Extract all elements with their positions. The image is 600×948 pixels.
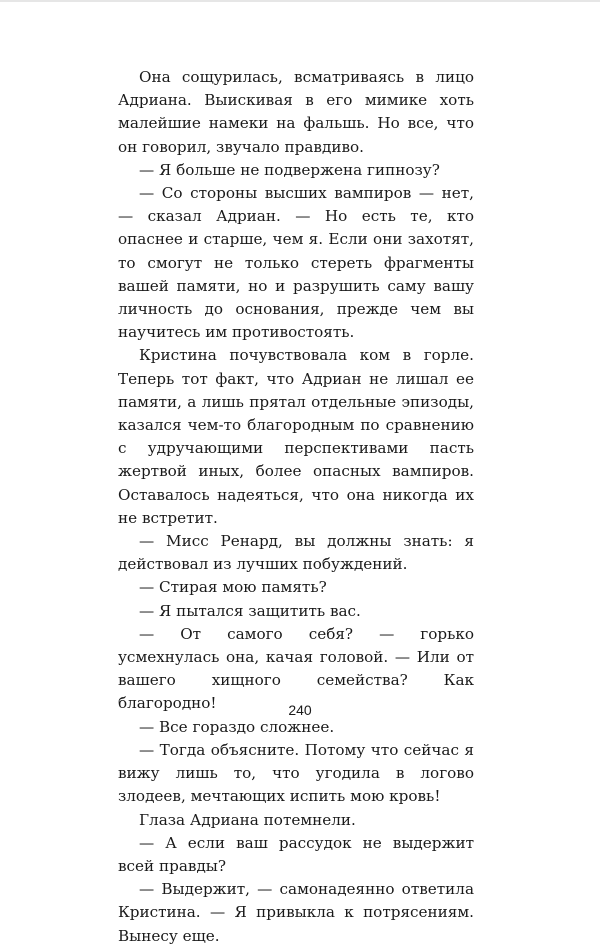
paragraph-12: — А если ваш рассудок не выдержит всей правды? [118, 833, 474, 875]
paragraph-9: — Все гораздо сложнее. [139, 717, 335, 736]
paragraph-2: — Я больше не подвержена гипнозу? [139, 160, 440, 179]
page-number: 240 [288, 702, 312, 718]
paragraph-10: — Тогда объясните. Потому что сейчас я вижу лишь то, что угодила в логово злодеев, мечтающих испить мою кровь! [118, 740, 474, 806]
body-text [118, 66, 474, 948]
paragraph-3: — Со стороны высших вампиров — нет, — сказал Адриан. — Но есть те, кто опаснее и старше, чем я. Если они захотят, то смогут не только стереть фрагменты вашей памяти, но и разрушить саму вашу личность до основания, прежде чем вы научитесь им противостоять. [118, 184, 474, 342]
paragraph-13: — Выдержит, — самонадеянно ответила Кристина. — Я привыкла к потрясениям. Вынесу еще. [118, 880, 474, 945]
paragraph-7: — Я пытался защитить вас. [139, 601, 361, 620]
paragraph-6: — Стирая мою память? [139, 578, 327, 597]
paragraph-1: Она сощурилась, всматриваясь в лицо Адриана. Выискивая в его мимике хоть малейшие намеки на фальшь. Но все, что он говорил, звучало правдиво. [118, 68, 474, 156]
paragraph-5: — Мисс Ренард, вы должны знать: я действовал из лучших побуждений. [118, 532, 474, 574]
paragraph-11: Глаза Адриана потемнели. [139, 810, 356, 829]
top-edge-divider [0, 0, 600, 2]
paragraph-4: Кристина почувствовала ком в горле. Теперь тот факт, что Адриан не лишал ее памяти, а лишь прятал отдельные эпизоды, казался чем-то благородным по сравнению с удручающими перспективами пасть жертвой иных, более опасных вампиров. Оставалось надеяться, что она никогда их не встретит. [118, 346, 474, 527]
paragraph-8: — От самого себя? — горько усмехнулась она, качая головой. — Или от вашего хищного семейства? Как благородно! [118, 624, 474, 713]
